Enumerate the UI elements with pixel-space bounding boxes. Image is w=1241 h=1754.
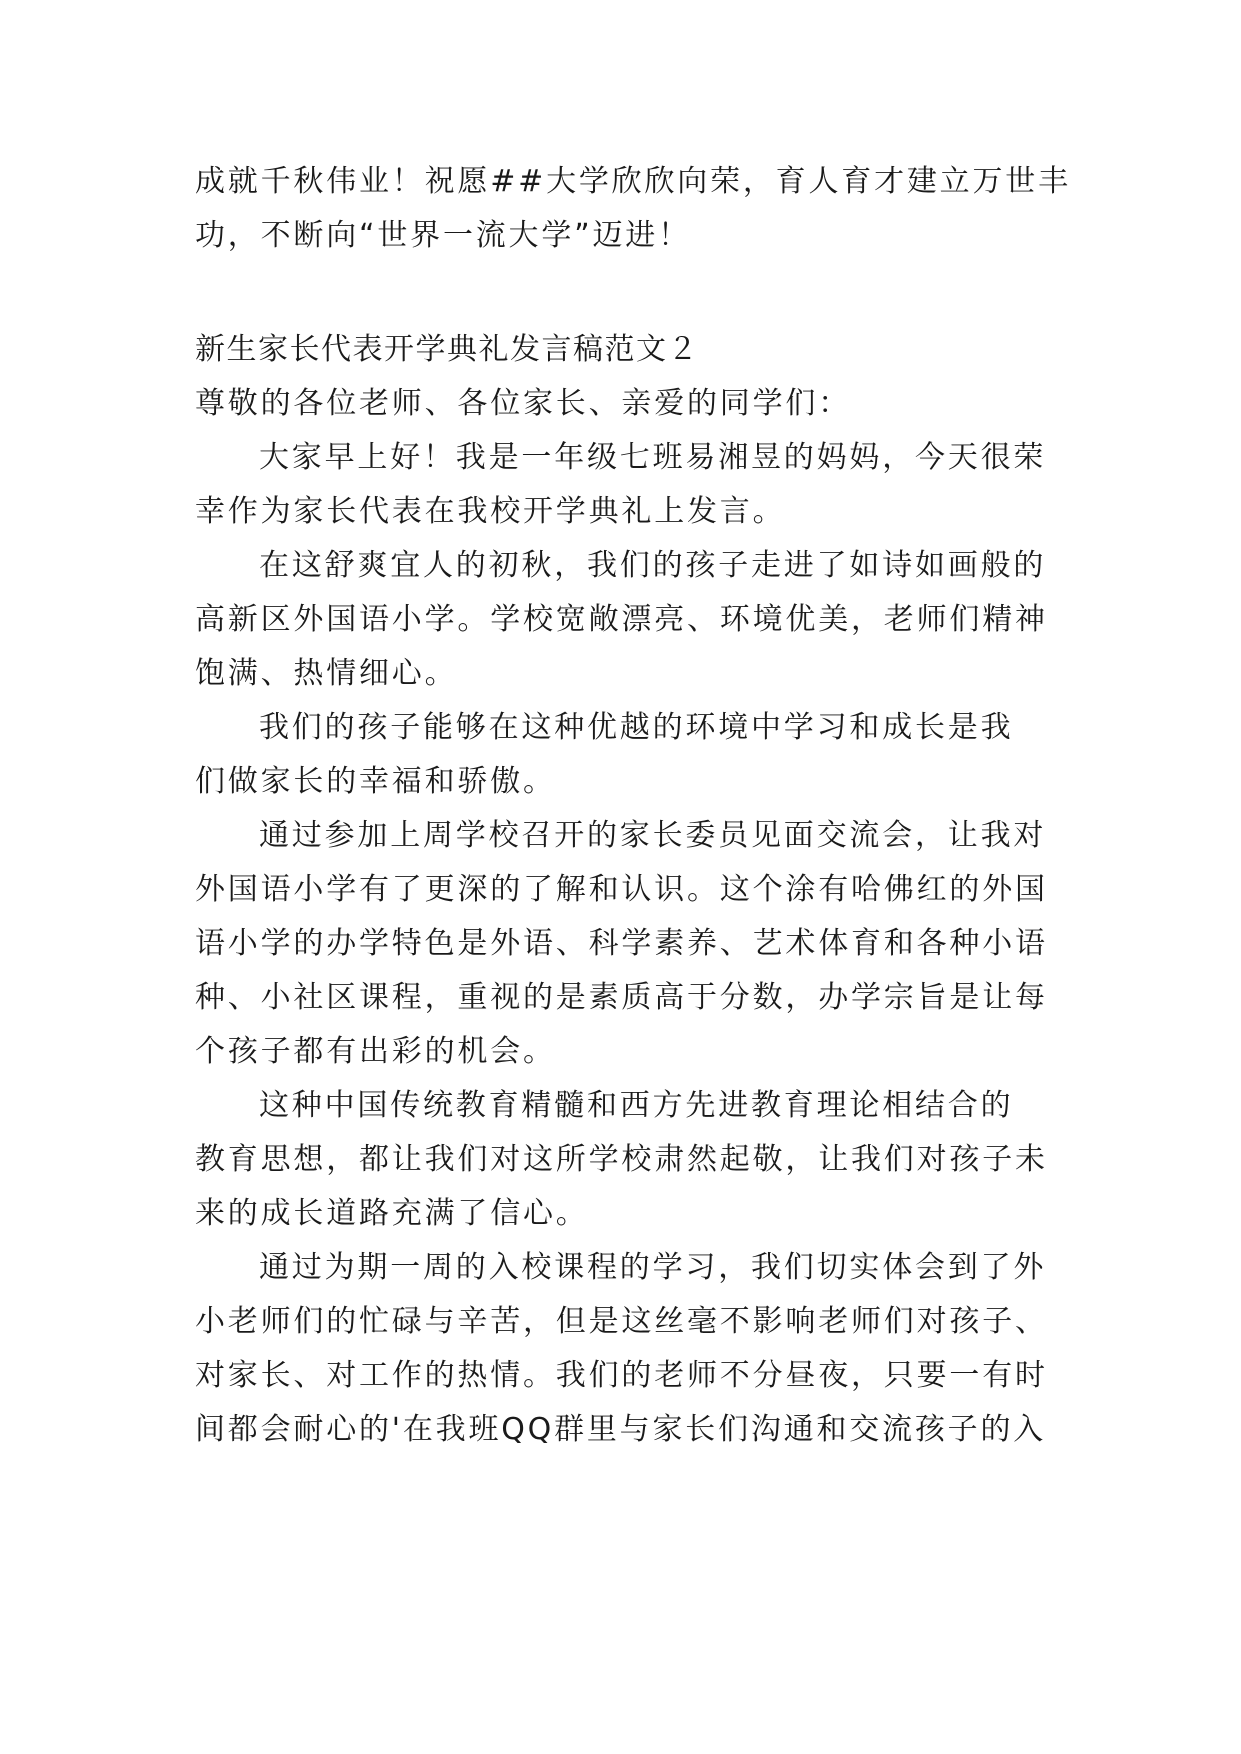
paragraph [195,539,1055,701]
paragraph-line: 饱满、热情细心。 [195,656,458,691]
paragraph-line: 高新区外国语小学。学校宽敞漂亮、环境优美，老师们精神 [195,602,1048,637]
paragraph-line: 通过参加上周学校召开的家长委员见面交流会，让我对 [259,818,1047,853]
intro-line: 成就千秋伟业！祝愿##大学欣欣向荣，育人育才建立万世丰 [195,164,1071,199]
paragraph-line: 个孩子都有出彩的机会。 [195,1034,556,1069]
paragraph-line: 小老师们的忙碌与辛苦，但是这丝毫不影响老师们对孩子、 [195,1304,1048,1339]
greeting: 尊敬的各位老师、各位家长、亲爱的同学们： [195,386,851,421]
paragraph-line: 这种中国传统教育精髓和西方先进教育理论相结合的 [259,1088,1014,1123]
paragraph [195,431,1055,539]
paragraph [195,1241,1055,1457]
paragraph-line: 种、小社区课程，重视的是素质高于分数，办学宗旨是让每 [195,980,1048,1015]
paragraph-line: 大家早上好！我是一年级七班易湘昱的妈妈，今天很荣 [259,440,1047,475]
paragraph-line: 我们的孩子能够在这种优越的环境中学习和成长是我 [259,710,1014,745]
document-body [195,155,1071,1457]
intro-line: 功，不断向“世界一流大学”迈进！ [195,218,691,253]
paragraph [195,701,1055,809]
paragraph [195,809,1055,1079]
section-title: 新生家长代表开学典礼发言稿范文２ [195,332,699,367]
paragraph-line: 间都会耐心的'在我班QQ群里与家长们沟通和交流孩子的入 [195,1412,1047,1447]
paragraph-line: 教育思想，都让我们对这所学校肃然起敬，让我们对孩子未 [195,1142,1048,1177]
paragraph-line: 对家长、对工作的热情。我们的老师不分昼夜，只要一有时 [195,1358,1048,1393]
paragraph [195,1079,1055,1241]
paragraph-line: 们做家长的幸福和骄傲。 [195,764,556,799]
paragraph-line: 外国语小学有了更深的了解和认识。这个涂有哈佛红的外国 [195,872,1048,907]
paragraph-line: 幸作为家长代表在我校开学典礼上发言。 [195,494,786,529]
paragraph-line: 在这舒爽宜人的初秋，我们的孩子走进了如诗如画般的 [259,548,1047,583]
paragraph-line: 来的成长道路充满了信心。 [195,1196,589,1231]
paragraph-line: 语小学的办学特色是外语、科学素养、艺术体育和各种小语 [195,926,1048,961]
paragraph-line: 通过为期一周的入校课程的学习，我们切实体会到了外 [259,1250,1047,1285]
section-gap [195,263,1055,323]
